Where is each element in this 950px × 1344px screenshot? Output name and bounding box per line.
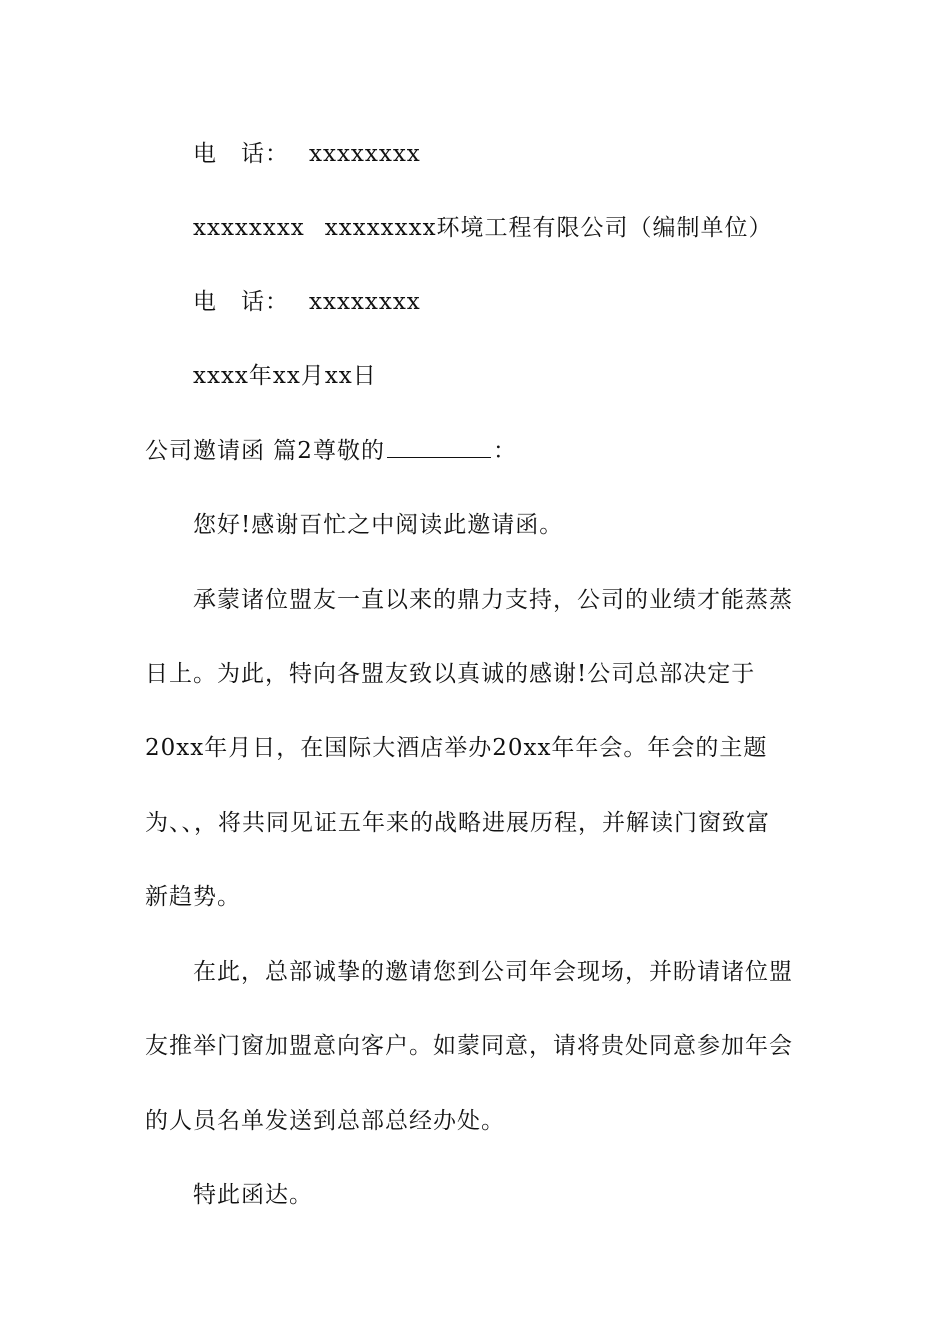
phone-label: 电 话： [193,289,289,315]
body-paragraph-2-line: 在此，总部诚挚的邀请您到公司年会现场，并盼请诸位盟 [193,959,793,985]
date-line: xxxx年xx月xx日 [193,363,377,389]
phone-value: xxxxxxxx [309,289,421,315]
heading-colon: ： [492,438,517,464]
body-paragraph-1-line: 20xx年月日，在国际大酒店举办20xx年年会。年会的主题 [145,735,768,761]
body-paragraph-1-line: 日上。为此，特向各盟友致以真诚的感谢!公司总部决定于 [145,661,756,687]
organization-line [193,213,773,243]
phone-label: 电 话： [193,141,289,167]
contact-phone-line-1 [193,139,421,169]
closing-line: 特此函达。 [193,1182,313,1208]
body-paragraph-2-line: 的人员名单发送到总部总经办处。 [145,1108,505,1134]
greeting-paragraph: 您好!感谢百忙之中阅读此邀请函。 [193,512,564,538]
body-paragraph-1-line: 承蒙诸位盟友一直以来的鼎力支持，公司的业绩才能蒸蒸 [193,587,793,613]
organization-code: xxxxxxxx [193,215,305,241]
body-paragraph-2-line: 友推举门窗加盟意向客户。如蒙同意，请将贵处同意参加年会 [145,1033,793,1059]
letter-heading [145,436,517,466]
phone-value: xxxxxxxx [309,141,421,167]
heading-text: 公司邀请函 篇2尊敬的 [145,438,385,464]
body-paragraph-1-line: 新趋势。 [145,884,241,910]
organization-name: xxxxxxxx环境工程有限公司（编制单位） [324,215,773,241]
body-paragraph-1-line: 为、、，将共同见证五年来的战略进展历程，并解读门窗致富 [145,810,770,836]
contact-phone-line-2 [193,287,421,317]
recipient-blank [387,437,491,458]
